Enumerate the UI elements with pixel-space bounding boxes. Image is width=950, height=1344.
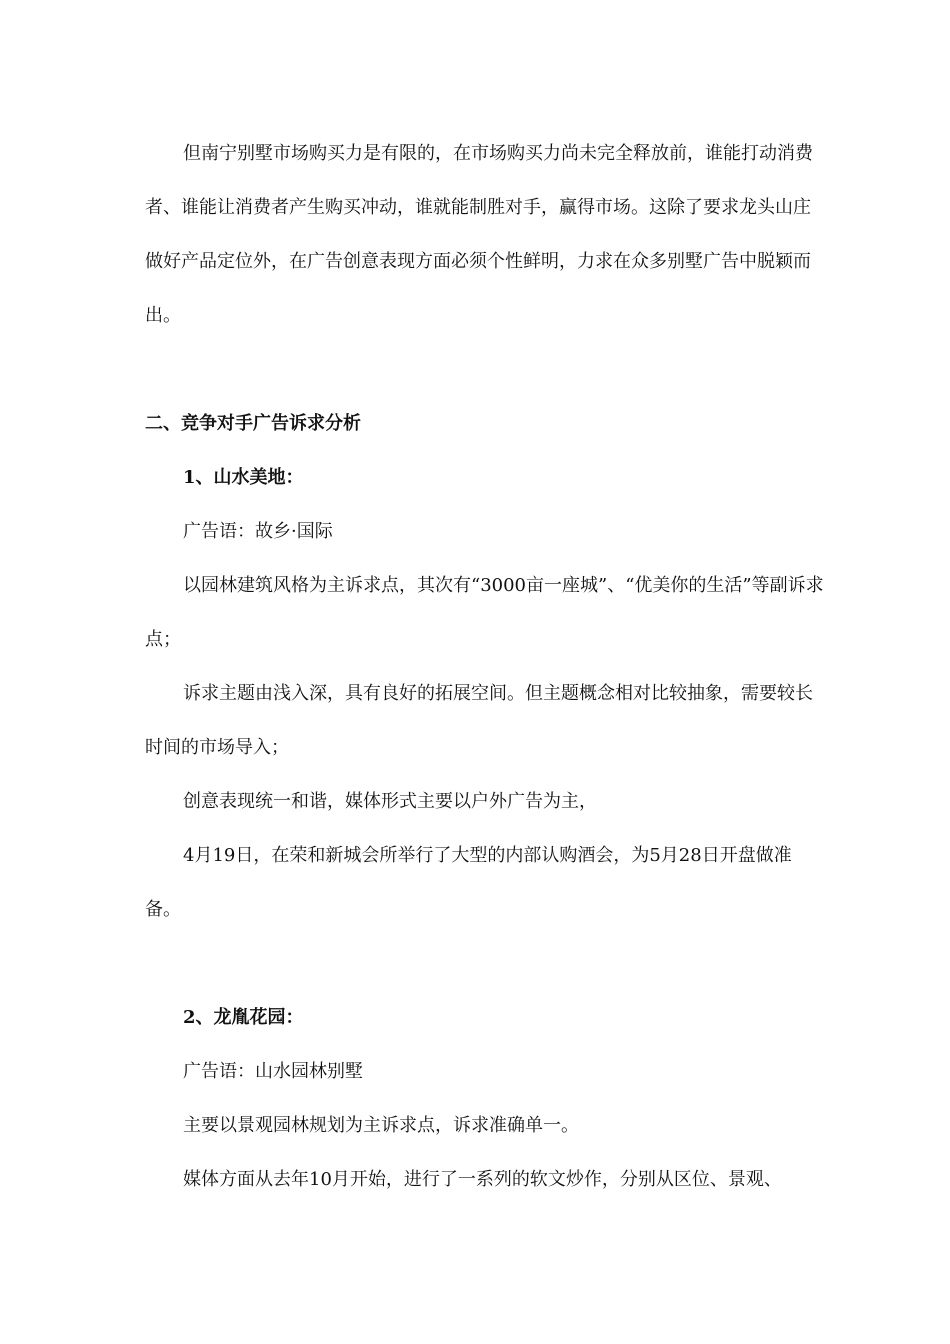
intro-paragraph: 但南宁别墅市场购买力是有限的，在市场购买力尚未完全释放前，谁能打动消费者、谁能让消费者产生购买冲动，谁就能制胜对手，赢得市场。这除了要求龙头山庄做好产品定位外，在广告创意表现方面必须个性鲜明，力求在众多别墅广告中脱颖而出。 — [145, 143, 813, 326]
paragraph-longyin-media: 媒体方面从去年10月开始，进行了一系列的软文炒作，分别从区位、景观、 — [183, 1169, 782, 1190]
paragraph-shanshui-appeal: 以园林建筑风格为主诉求点，其次有“3000亩一座城”、“优美你的生活”等副诉求点； — [145, 575, 824, 650]
subheading-shanshui-meidi: 1、山水美地： — [183, 467, 304, 488]
slogan-shanshui-meidi: 广告语：故乡·国际 — [183, 521, 333, 542]
slogan-longyin-garden: 广告语：山水园林别墅 — [183, 1061, 363, 1082]
subheading-longyin-garden: 2、龙胤花园： — [183, 1007, 304, 1028]
paragraph-shanshui-media: 创意表现统一和谐，媒体形式主要以户外广告为主， — [183, 791, 597, 812]
section-heading-competitor-analysis: 二、竞争对手广告诉求分析 — [145, 413, 361, 434]
paragraph-longyin-appeal: 主要以景观园林规划为主诉求点，诉求准确单一。 — [183, 1115, 579, 1136]
paragraph-shanshui-theme: 诉求主题由浅入深，具有良好的拓展空间。但主题概念相对比较抽象，需要较长时间的市场导入； — [145, 683, 813, 758]
paragraph-shanshui-event: 4月19日，在荣和新城会所举行了大型的内部认购酒会，为5月28日开盘做准备。 — [145, 845, 792, 920]
